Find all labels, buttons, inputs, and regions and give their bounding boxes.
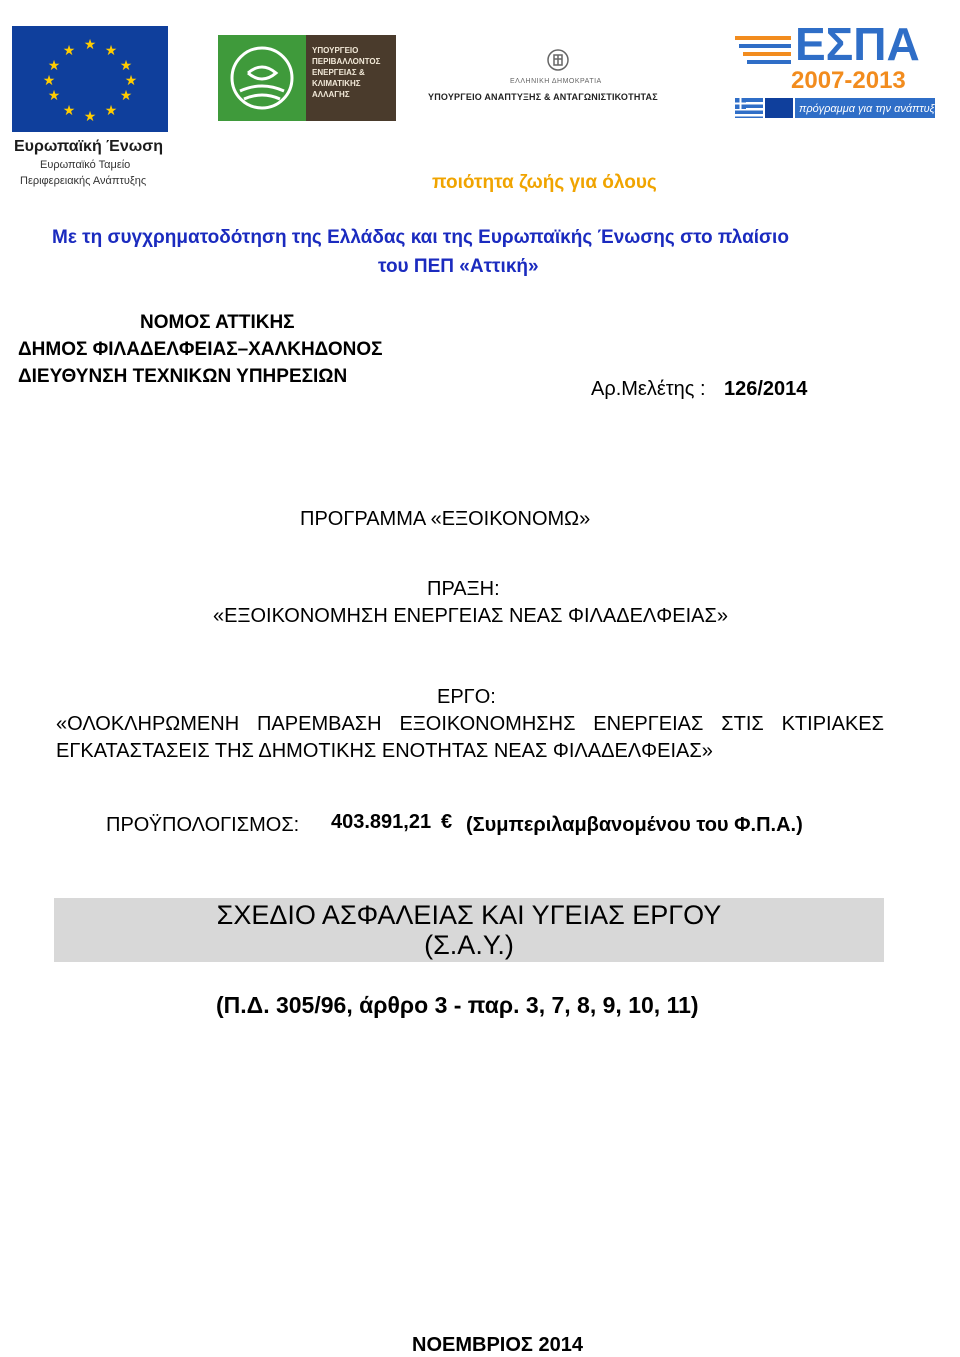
project-label: ΕΡΓΟ: [437, 686, 496, 708]
budget-label: ΠΡΟΫΠΟΛΟΓΙΣΜΟΣ: [106, 814, 300, 836]
espa-logo [735, 14, 935, 122]
project-title-line-2: ΕΓΚΑΤΑΣΤΑΣΕΙΣ ΤΗΣ ΔΗΜΟΤΙΚΗΣ ΕΝΟΤΗΤΑΣ ΝΕΑΣ ΦΙΛΑΔΕΛΦΕΙΑΣ» [56, 740, 713, 762]
eu-logo-subtitle-1: Ευρωπαϊκό Ταμείο [40, 159, 131, 171]
programme-title: ΠΡΟΓΡΑΜΜΑ «ΕΞΟΙΚΟΝΟΜΩ» [300, 508, 591, 530]
study-number-value: 126/2014 [724, 378, 808, 400]
action-title: «ΕΞΟΙΚΟΝΟΜΗΣΗ ΕΝΕΡΓΕΙΑΣ ΝΕΑΣ ΦΙΛΑΔΕΛΦΕΙΑΣ» [213, 605, 728, 627]
svg-text:★: ★ [47, 58, 61, 74]
svg-text:★: ★ [119, 88, 133, 104]
cofunding-line-1: Με τη συγχρηματοδότηση της Ελλάδας και της Ευρωπαϊκής Ένωσης στο πλαίσιο [52, 227, 789, 248]
safety-plan-title-line-1: ΣΧΕΔΙΟ ΑΣΦΑΛΕΙΑΣ ΚΑΙ ΥΓΕΙΑΣ ΕΡΓΟΥ [216, 900, 722, 930]
safety-plan-title-box [54, 898, 884, 962]
budget-vat-note: (Συμπεριλαμβανομένου του Φ.Π.Α.) [466, 814, 803, 836]
cofunding-line-2: του ΠΕΠ «Αττική» [378, 256, 539, 277]
safety-plan-title-line-2: (Σ.Α.Υ.) [424, 930, 514, 960]
eu-stars-icon [12, 26, 168, 132]
espa-slogan: πρόγραμμα για την ανάπτυξη [799, 103, 935, 115]
study-number-label: Αρ.Μελέτης : [591, 378, 706, 400]
project-title-line-1: «ΟΛΟΚΛΗΡΩΜΕΝΗ ΠΑΡΕΜΒΑΣΗ ΕΞΟΙΚΟΝΟΜΗΣΗΣ ΕΝΕΡΓΕΙΑΣ ΣΤΙΣ ΚΤΙΡΙΑΚΕΣ [56, 713, 884, 735]
svg-text:★: ★ [83, 37, 97, 53]
directorate-heading: ΔΙΕΥΘΥΝΣΗ ΤΕΧΝΙΚΩΝ ΥΠΗΡΕΣΙΩΝ [18, 366, 348, 387]
eu-small-flag-icon [765, 98, 793, 118]
espa-title: ΕΣΠΑ [795, 18, 920, 70]
municipality-heading: ΔΗΜΟΣ ΦΙΛΑΔΕΛΦΕΙΑΣ–ΧΑΛΚΗΔΟΝΟΣ [18, 339, 383, 360]
greek-flag-icon [735, 98, 763, 118]
greek-coat-of-arms-icon [545, 48, 571, 72]
action-label: ΠΡΑΞΗ: [427, 578, 500, 600]
svg-text:★: ★ [83, 109, 97, 125]
legal-reference: (Π.Δ. 305/96, άρθρο 3 - παρ. 3, 7, 8, 9, 10, 11) [216, 992, 699, 1018]
tagline: ποιότητα ζωής για όλους [432, 172, 657, 193]
ministry-environment-logo [218, 35, 396, 121]
svg-text:★: ★ [119, 58, 133, 74]
eu-logo-subtitle-2: Περιφερειακής Ανάπτυξης [20, 175, 147, 187]
espa-years: 2007-2013 [791, 67, 906, 94]
svg-text:★: ★ [104, 103, 118, 119]
eu-flag-logo [12, 26, 168, 132]
eu-logo-title: Ευρωπαϊκή Ένωση [14, 138, 163, 155]
ministry-environment-emblem [218, 35, 306, 121]
euro-symbol: € [441, 811, 453, 833]
ministry-development-label: ΥΠΟΥΡΓΕΙΟ ΑΝΑΠΤΥΞΗΣ & ΑΝΤΑΓΩΝΙΣΤΙΚΟΤΗΤΑΣ [428, 92, 658, 102]
prefecture-heading: ΝΟΜΟΣ ΑΤΤΙΚΗΣ [140, 312, 295, 333]
svg-text:★: ★ [124, 73, 138, 89]
document-date: ΝΟΕΜΒΡΙΟΣ 2014 [412, 1334, 583, 1356]
svg-text:★: ★ [42, 73, 56, 89]
espa-stripes-icon [735, 36, 791, 64]
svg-text:★: ★ [62, 103, 76, 119]
ministry-environment-text: ΥΠΟΥΡΓΕΙΟ ΠΕΡΙΒΑΛΛΟΝΤΟΣ ΕΝΕΡΓΕΙΑΣ & ΚΛΙΜΑΤΙΚΗΣ ΑΛΛΑΓΗΣ [312, 46, 381, 99]
svg-text:★: ★ [47, 88, 61, 104]
hellenic-republic-label: ΕΛΛΗΝΙΚΗ ΔΗΜΟΚΡΑΤΙΑ [510, 78, 602, 85]
svg-text:★: ★ [104, 43, 118, 59]
svg-text:★: ★ [62, 43, 76, 59]
spiral-sun-icon [218, 35, 306, 121]
budget-amount: 403.891,21 [331, 811, 432, 833]
